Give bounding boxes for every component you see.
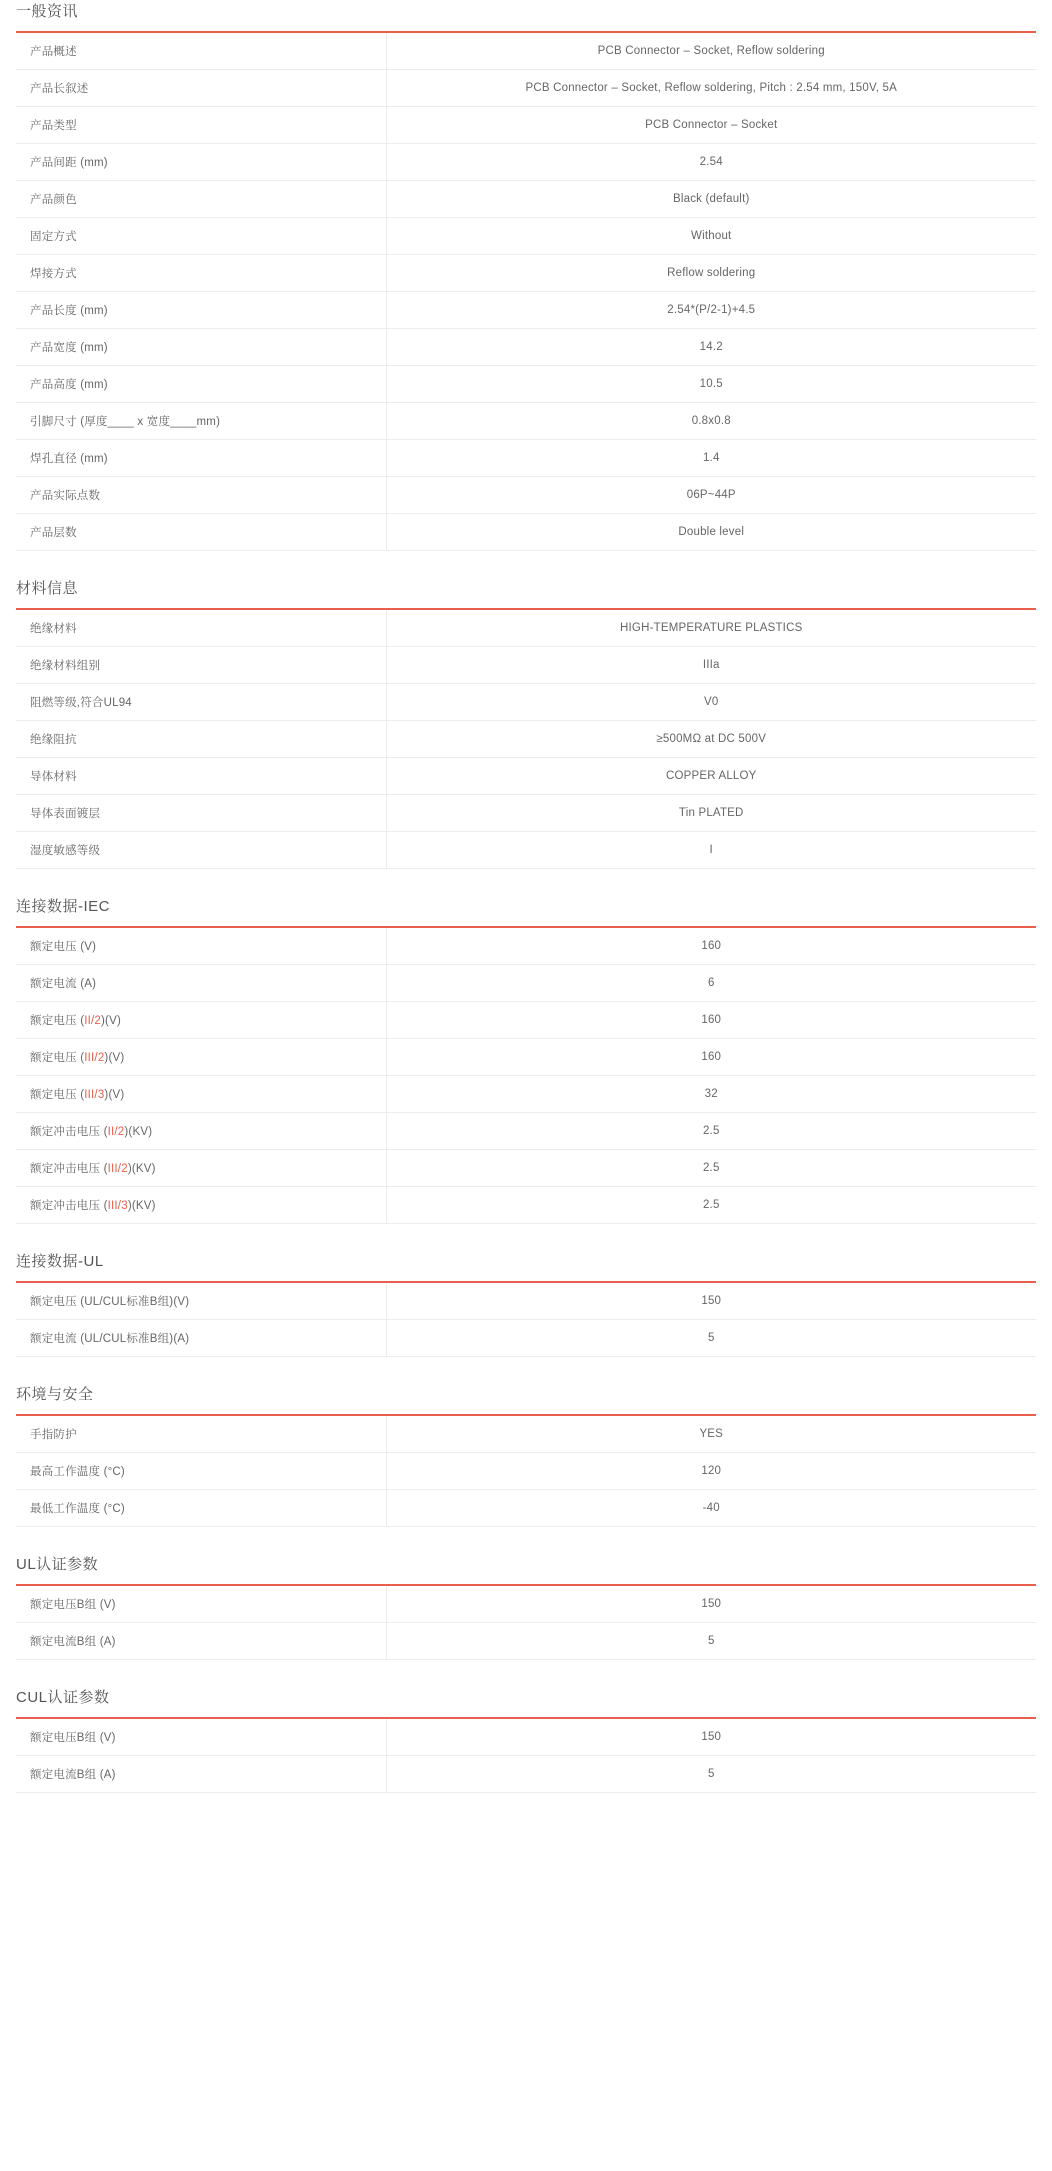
table-row: [16, 1490, 1036, 1527]
table-row: [16, 1718, 1036, 1756]
spec-table: [16, 926, 1036, 1224]
spec-value: YES: [699, 1428, 724, 1440]
table-row: [16, 1415, 1036, 1453]
roman-numeral: III/2: [84, 1052, 105, 1064]
spec-section: [16, 577, 1036, 869]
spec-label: 绝缘材料组别: [16, 647, 386, 684]
spec-value: 150: [701, 1598, 722, 1610]
spec-value: 5: [707, 1768, 715, 1780]
spec-label: 产品长度 (mm): [16, 292, 386, 329]
table-row: [16, 684, 1036, 721]
spec-section: [16, 0, 1036, 551]
spec-table: [16, 1414, 1036, 1527]
spec-value: ≥500MΩ at DC 500V: [656, 733, 767, 745]
spec-label: 焊接方式: [16, 255, 386, 292]
spec-value: 1.4: [702, 452, 720, 464]
table-row: [16, 144, 1036, 181]
spec-label: 最低工作温度 (°C): [16, 1490, 386, 1527]
section-title: 连接数据-UL: [16, 1253, 104, 1270]
table-row: [16, 366, 1036, 403]
spec-label: 产品颜色: [16, 181, 386, 218]
spec-value: IIIa: [702, 659, 720, 671]
spec-section: [16, 1553, 1036, 1660]
spec-value: Tin PLATED: [678, 807, 744, 819]
spec-value: 2.54*(P/2-1)+4.5: [667, 304, 756, 316]
roman-numeral: II/2: [84, 1015, 102, 1027]
spec-label: 额定电压B组 (V): [16, 1585, 386, 1623]
spec-value: 160: [701, 1051, 722, 1063]
spec-label: 产品宽度 (mm): [16, 329, 386, 366]
spec-value: 120: [701, 1465, 722, 1477]
roman-numeral: II/2: [107, 1126, 125, 1138]
spec-label: 额定电流B组 (A): [16, 1756, 386, 1793]
spec-value: PCB Connector – Socket: [645, 119, 778, 131]
spec-label: 额定电流 (UL/CUL标准B组)(A): [16, 1320, 386, 1357]
spec-label: 阻燃等级,符合UL94: [16, 684, 386, 721]
table-row: [16, 1187, 1036, 1224]
spec-value: -40: [702, 1502, 720, 1514]
section-title: 环境与安全: [16, 1386, 94, 1403]
table-row: [16, 329, 1036, 366]
table-row: [16, 1282, 1036, 1320]
spec-value: 5: [707, 1332, 715, 1344]
spec-label: 焊孔直径 (mm): [16, 440, 386, 477]
spec-value: V0: [704, 696, 719, 708]
spec-value: 5: [707, 1635, 715, 1647]
table-row: [16, 514, 1036, 551]
table-row: [16, 609, 1036, 647]
table-row: [16, 218, 1036, 255]
spec-value: 2.54: [699, 156, 723, 168]
table-row: [16, 70, 1036, 107]
table-row: [16, 1039, 1036, 1076]
spec-label: 绝缘材料: [16, 609, 386, 647]
spec-label: 导体表面镀层: [16, 795, 386, 832]
spec-label: 额定电压 (UL/CUL标准B组)(V): [16, 1282, 386, 1320]
table-row: [16, 795, 1036, 832]
spec-label: 产品层数: [16, 514, 386, 551]
table-row: [16, 927, 1036, 965]
spec-value: 2.5: [702, 1162, 720, 1174]
spec-label: 额定冲击电压 (II/2)(KV): [16, 1113, 386, 1150]
spec-table: [16, 608, 1036, 869]
table-row: [16, 1453, 1036, 1490]
spec-section: [16, 895, 1036, 1224]
roman-numeral: III/2: [107, 1163, 128, 1175]
spec-label: 绝缘阻抗: [16, 721, 386, 758]
table-row: [16, 1585, 1036, 1623]
spec-value: COPPER ALLOY: [665, 770, 757, 782]
table-row: [16, 440, 1036, 477]
spec-table: [16, 1281, 1036, 1357]
spec-label: 额定电压 (III/3)(V): [16, 1076, 386, 1113]
spec-label: 产品类型: [16, 107, 386, 144]
spec-label: 额定电压 (V): [16, 927, 386, 965]
spec-label: 产品间距 (mm): [16, 144, 386, 181]
section-title: UL认证参数: [16, 1556, 99, 1573]
spec-label: 产品概述: [16, 32, 386, 70]
spec-label: 额定电压 (II/2)(V): [16, 1002, 386, 1039]
sections-container: [16, 0, 1036, 1793]
spec-value: 150: [701, 1295, 722, 1307]
section-title: CUL认证参数: [16, 1689, 110, 1706]
roman-numeral: III/3: [84, 1089, 105, 1101]
spec-value: 160: [701, 940, 722, 952]
table-row: [16, 1076, 1036, 1113]
table-row: [16, 181, 1036, 218]
spec-label: 额定电流 (A): [16, 965, 386, 1002]
roman-numeral: III/3: [107, 1200, 128, 1212]
spec-label: 额定冲击电压 (III/3)(KV): [16, 1187, 386, 1224]
spec-value: 10.5: [699, 378, 723, 390]
spec-label: 导体材料: [16, 758, 386, 795]
spec-label: 产品实际点数: [16, 477, 386, 514]
spec-label: 固定方式: [16, 218, 386, 255]
spec-label: 额定冲击电压 (III/2)(KV): [16, 1150, 386, 1187]
spec-table: [16, 1584, 1036, 1660]
table-row: [16, 477, 1036, 514]
spec-label: 湿度敏感等级: [16, 832, 386, 869]
spec-value: I: [709, 844, 713, 856]
table-row: [16, 965, 1036, 1002]
spec-value: 160: [701, 1014, 722, 1026]
spec-value: HIGH-TEMPERATURE PLASTICS: [620, 622, 803, 634]
spec-value: 0.8x0.8: [691, 415, 731, 427]
spec-label: 额定电压B组 (V): [16, 1718, 386, 1756]
spec-value: 14.2: [699, 341, 723, 353]
table-row: [16, 758, 1036, 795]
table-row: [16, 32, 1036, 70]
table-row: [16, 647, 1036, 684]
spec-section: [16, 1383, 1036, 1527]
spec-value: 150: [701, 1731, 722, 1743]
table-row: [16, 1756, 1036, 1793]
spec-value: 2.5: [702, 1125, 720, 1137]
table-row: [16, 1320, 1036, 1357]
spec-value: Reflow soldering: [667, 267, 756, 279]
section-title: 连接数据-IEC: [16, 898, 111, 915]
spec-label: 手指防护: [16, 1415, 386, 1453]
spec-table: [16, 31, 1036, 551]
table-row: [16, 1623, 1036, 1660]
spec-label: 最高工作温度 (°C): [16, 1453, 386, 1490]
spec-label: 产品高度 (mm): [16, 366, 386, 403]
table-row: [16, 1150, 1036, 1187]
spec-value: 06P~44P: [686, 489, 736, 501]
spec-label: 产品长叙述: [16, 70, 386, 107]
table-row: [16, 832, 1036, 869]
spec-value: PCB Connector – Socket, Reflow soldering, Pitch : 2.54 mm, 150V, 5A: [525, 82, 898, 94]
spec-value: 32: [704, 1088, 718, 1100]
spec-label: 额定电压 (III/2)(V): [16, 1039, 386, 1076]
spec-value: Without: [691, 230, 732, 242]
spec-value: Black (default): [672, 193, 750, 205]
table-row: [16, 721, 1036, 758]
table-row: [16, 292, 1036, 329]
section-title: 材料信息: [16, 580, 79, 597]
spec-value: PCB Connector – Socket, Reflow soldering: [597, 45, 825, 57]
table-row: [16, 1113, 1036, 1150]
spec-label: 引脚尺寸 (厚度____ x 宽度____mm): [16, 403, 386, 440]
table-row: [16, 255, 1036, 292]
spec-section: [16, 1250, 1036, 1357]
table-row: [16, 403, 1036, 440]
table-row: [16, 1002, 1036, 1039]
spec-table: [16, 1717, 1036, 1793]
spec-section: [16, 1686, 1036, 1793]
spec-label: 额定电流B组 (A): [16, 1623, 386, 1660]
section-title: 一般资讯: [16, 3, 79, 20]
spec-value: 6: [707, 977, 715, 989]
table-row: [16, 107, 1036, 144]
spec-value: 2.5: [702, 1199, 720, 1211]
spec-value: Double level: [678, 526, 745, 538]
